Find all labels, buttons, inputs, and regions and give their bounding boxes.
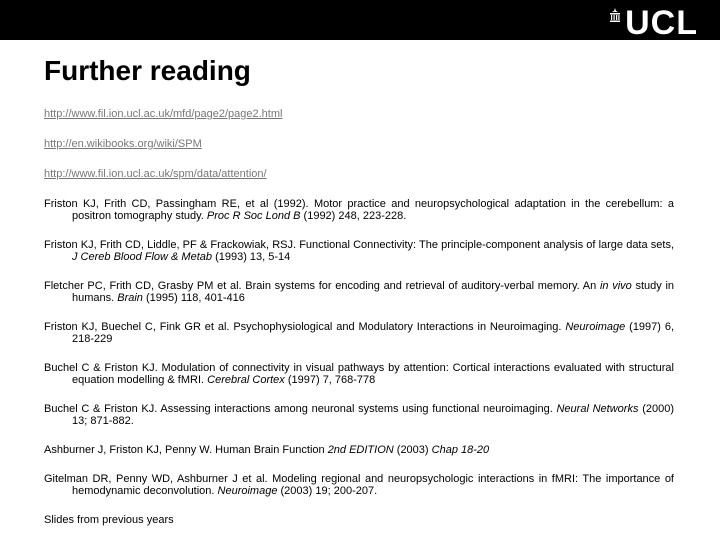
reference-text: study in humans.	[72, 280, 675, 304]
reference-text: Friston KJ, Frith CD, Liddle, PF & Frackowiak, RSJ. Functional Connectivity: The principle-component analysis of large data sets,	[44, 239, 674, 251]
footer-note: Slides from previous years	[44, 514, 174, 526]
reference-edition: 2nd EDITION	[327, 444, 394, 456]
reference-text: Friston KJ, Buechel C, Fink GR et al. Psychophysiological and Modulatory Interactions in Neuroimaging.	[44, 321, 566, 333]
link-spm-attention-data[interactable]: http://www.fil.ion.ucl.ac.uk/spm/data/attention/	[44, 168, 267, 180]
reading-list	[44, 108, 674, 540]
reference-citation: (2000) 13; 871-882.	[72, 403, 674, 427]
reference-citation: (2003)	[393, 444, 432, 456]
reference-chapters: Chap 18-20	[431, 444, 490, 456]
header-bar	[0, 0, 720, 40]
reference-journal: Neuroimage	[217, 485, 278, 497]
reference-item	[44, 198, 674, 222]
reference-citation: (2003) 19; 200-207.	[277, 485, 378, 497]
reference-citation: (1997) 6, 218-229	[72, 321, 674, 345]
reference-item	[44, 321, 674, 345]
reference-journal: J Cereb Blood Flow & Metab	[72, 251, 213, 263]
reference-text: Buchel C & Friston KJ. Assessing interactions among neuronal systems using functional neuroimaging.	[44, 403, 557, 415]
reference-item	[44, 403, 674, 427]
reference-text: Ashburner J, Friston KJ, Penny W. Human Brain Function	[44, 444, 328, 456]
logo-text: UCL	[625, 4, 698, 42]
reference-citation: (1995) 118, 401-416	[142, 292, 245, 304]
page-title: Further reading	[44, 55, 251, 86]
reference-item	[44, 473, 674, 497]
reference-citation: (1992) 248, 223-228.	[300, 210, 407, 222]
link-wikibooks-spm[interactable]: http://en.wikibooks.org/wiki/SPM	[44, 138, 202, 150]
reference-journal: Neuroimage	[565, 321, 626, 333]
reference-item	[44, 280, 674, 304]
link-mfd[interactable]: http://www.fil.ion.ucl.ac.uk/mfd/page2/page2.html	[44, 108, 283, 120]
reference-citation: (1997) 7, 768-778	[284, 374, 376, 386]
reference-text: Gitelman DR, Penny WD, Ashburner J et al. Modeling regional and neuropsychologic interactions in fMRI: The importance of hemodynamic deconvolution.	[44, 473, 674, 497]
reference-text: Friston KJ, Frith CD, Passingham RE, et al (1992). Motor practice and neuropsychological adaptation in the cerebellum: a positron tomography study.	[44, 198, 674, 222]
reference-item	[44, 239, 674, 263]
reference-journal: Neural Networks	[556, 403, 639, 415]
ucl-logo	[609, 6, 698, 40]
reference-citation: (1993) 13, 5-14	[212, 251, 291, 263]
reference-text: Buchel C & Friston KJ. Modulation of connectivity in visual pathways by attention: Cortical interactions evaluated with structural equation modelling & fMRI.	[44, 362, 674, 386]
reference-journal: Proc R Soc Lond B	[206, 210, 301, 222]
reference-text: Fletcher PC, Frith CD, Grasby PM et al. Brain systems for encoding and retrieval of auditory-verbal memory. An	[44, 280, 600, 292]
reference-journal: Cerebral Cortex	[207, 374, 285, 386]
portico-icon	[609, 8, 621, 22]
reference-italic-phrase: in vivo	[599, 280, 632, 292]
reference-item	[44, 444, 674, 456]
reference-journal: Brain	[117, 292, 143, 304]
reference-item	[44, 362, 674, 386]
